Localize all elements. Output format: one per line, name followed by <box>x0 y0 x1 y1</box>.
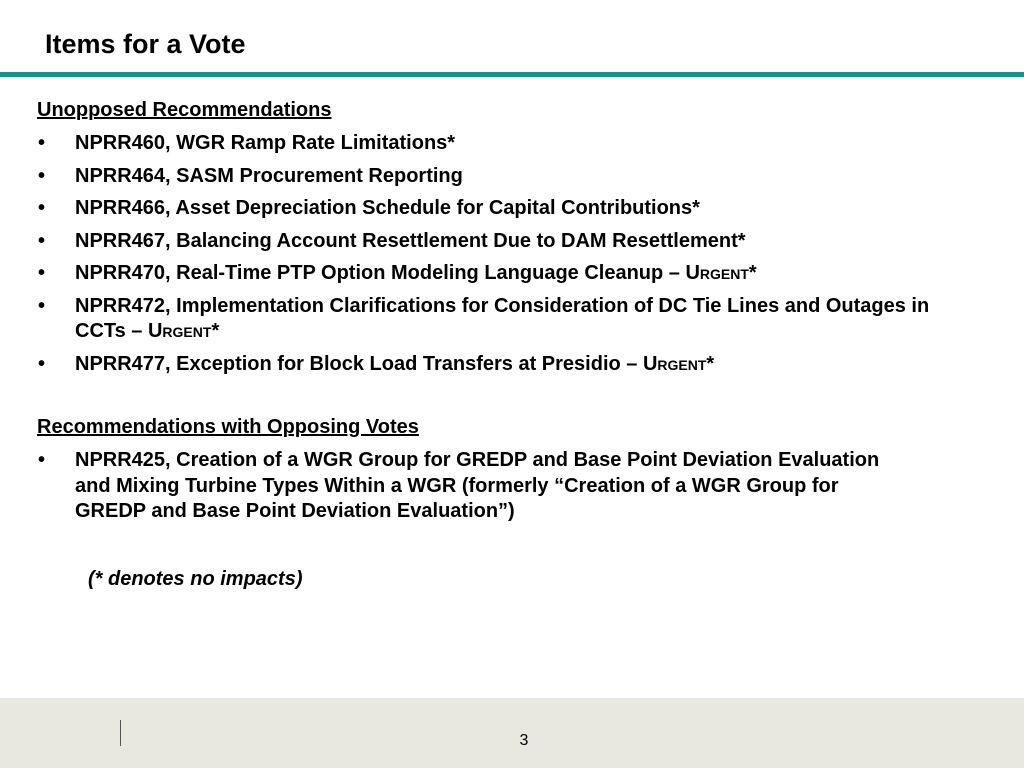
bullet-icon: • <box>38 132 46 154</box>
urgent-label: Urgent <box>642 352 707 375</box>
unopposed-recommendations-list <box>37 131 957 384</box>
section-heading-opposing-votes: Recommendations with Opposing Votes <box>37 416 419 438</box>
section-heading-unopposed: Unopposed Recommendations <box>37 99 332 121</box>
bullet-icon: • <box>38 229 46 252</box>
list-item <box>37 196 957 222</box>
bullet-icon: • <box>38 197 46 219</box>
list-item <box>37 229 957 255</box>
list-item-text: NPRR466, Asset Depreciation Schedule for Capital Contributions* <box>75 197 700 219</box>
footnote: (* denotes no impacts) <box>88 568 303 590</box>
list-item <box>37 164 957 190</box>
footer-divider <box>120 720 121 746</box>
list-item <box>37 131 957 157</box>
list-item <box>37 294 957 345</box>
footer-bar <box>0 698 1024 768</box>
list-item-text: NPRR470, Real-Time PTP Option Modeling Language Cleanup – Urgent* <box>75 262 757 284</box>
list-item-text: NPRR460, WGR Ramp Rate Limitations* <box>75 132 456 154</box>
list-item-text: NPRR472, Implementation Clarifications for Consideration of DC Tie Lines and Outages in CCTs – Urgent* <box>75 294 930 342</box>
list-item-text: NPRR425, Creation of a WGR Group for GREDP and Base Point Deviation Evaluation and Mixing Turbine Types Within a WGR (formerly “Creation of a WGR Group for GREDP and Base Point Deviation Evaluation”) <box>75 449 880 522</box>
list-item-text: NPRR477, Exception for Block Load Transfers at Presidio – Urgent* <box>75 352 715 375</box>
slide-title: Items for a Vote <box>45 29 246 59</box>
list-item-text: NPRR464, SASM Procurement Reporting <box>75 164 463 187</box>
page-number: 3 <box>519 732 529 749</box>
urgent-label: Urgent <box>147 320 212 342</box>
bullet-icon: • <box>38 164 46 187</box>
list-item-text: NPRR467, Balancing Account Resettlement Due to DAM Resettlement* <box>75 229 746 252</box>
bullet-icon: • <box>38 352 46 375</box>
list-item <box>37 261 957 287</box>
list-item <box>37 448 957 525</box>
opposing-votes-recommendations-list <box>37 448 957 532</box>
urgent-label: Urgent <box>685 262 749 284</box>
bullet-icon: • <box>38 262 46 284</box>
bullet-icon: • <box>38 449 46 471</box>
list-item <box>37 352 957 378</box>
bullet-icon: • <box>38 294 46 317</box>
title-divider-rule <box>0 72 1024 77</box>
